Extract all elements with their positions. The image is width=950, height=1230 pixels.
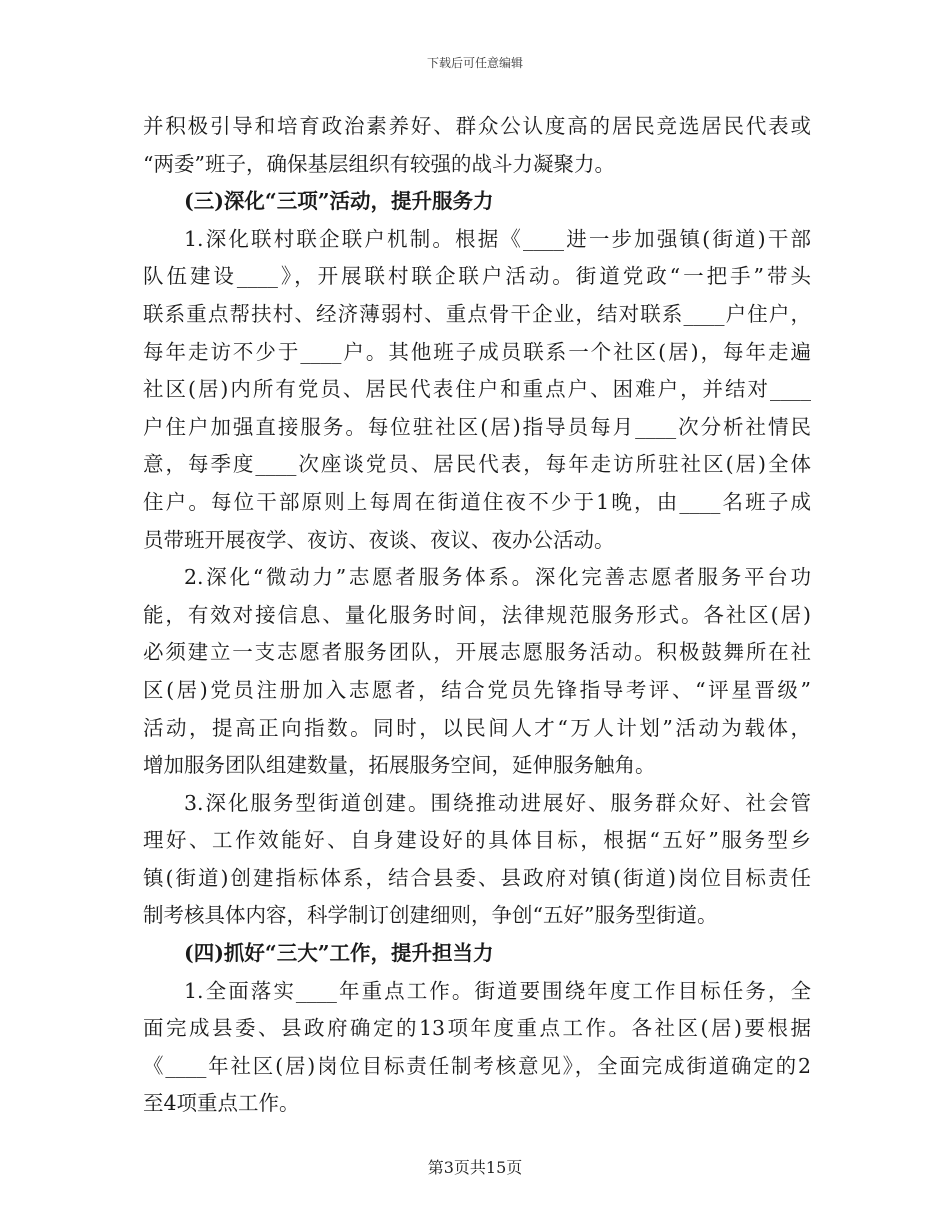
text-line: 联系重点帮扶村、经济薄弱村、重点骨干企业，结对联系____户住户， (143, 301, 811, 326)
text-line: 意，每季度____次座谈党员、居民代表，每年走访所驻社区(居)全体 (143, 452, 811, 477)
text-line: 区(居)党员注册加入志愿者，结合党员先锋指导考评、“评星晋级” (143, 677, 811, 702)
text-line: 制考核具体内容，科学制订创建细则，争创“五好”服务型街道。 (143, 903, 718, 928)
text-line: 3.深化服务型街道创建。围绕推动进展好、服务群众好、社会管 (184, 790, 811, 815)
text-line: 活动，提高正向指数。同时，以民间人才“万人计划”活动为载体， (143, 715, 811, 740)
page-footer: 第3页共15页 (427, 1158, 523, 1177)
text-line: 户住户加强直接服务。每位驻社区(居)指导员每月____次分析社情民 (143, 414, 811, 439)
text-line: 1.深化联村联企联户机制。根据《____进一步加强镇(街道)干部 (184, 226, 811, 251)
text-line: “两委”班子，确保基层组织有较强的战斗力凝聚力。 (143, 151, 615, 176)
text-line: 2.深化“微动力”志愿者服务体系。深化完善志愿者服务平台功 (184, 565, 811, 590)
text-line: 员带班开展夜学、夜访、夜谈、夜议、夜办公活动。 (143, 527, 615, 552)
section-heading: (三)深化“三项”活动，提升服务力 (184, 189, 494, 214)
text-line: 理好、工作效能好、自身建设好的具体目标，根据“五好”服务型乡 (143, 828, 811, 853)
text-line: 社区(居)内所有党员、居民代表住户和重点户、困难户，并结对____ (143, 377, 811, 402)
text-line: 《____年社区(居)岗位目标责任制考核意见》，全面完成街道确定的2 (143, 1053, 811, 1078)
text-line: 能，有效对接信息、量化服务时间，法律规范服务形式。各社区(居) (143, 602, 811, 627)
page-header: 下载后可任意编辑 (426, 56, 523, 70)
text-line: 并积极引导和培育政治素养好、群众公认度高的居民竞选居民代表或 (143, 114, 811, 138)
text-line: 至4项重点工作。 (143, 1091, 300, 1116)
text-line: 镇(街道)创建指标体系，结合县委、县政府对镇(街道)岗位目标责任 (143, 865, 811, 890)
text-line: 面完成县委、县政府确定的13项年度重点工作。各社区(居)要根据 (143, 1016, 811, 1041)
text-line: 住户。每位干部原则上每周在街道住夜不少于1晚，由____名班子成 (143, 489, 811, 514)
text-line: 增加服务团队组建数量，拓展服务空间，延伸服务触角。 (143, 753, 656, 778)
text-line: 每年走访不少于____户。其他班子成员联系一个社区(居)，每年走遍 (143, 339, 811, 364)
document-body (143, 108, 811, 1123)
text-line: 1.全面落实____年重点工作。街道要围绕年度工作目标任务，全 (184, 978, 811, 1003)
section-heading: (四)抓好“三大”工作，提升担当力 (184, 941, 494, 966)
text-line: 队伍建设____》，开展联村联企联户活动。街道党政“一把手”带头 (143, 264, 811, 289)
text-line: 必须建立一支志愿者服务团队，开展志愿服务活动。积极鼓舞所在社 (143, 640, 811, 665)
